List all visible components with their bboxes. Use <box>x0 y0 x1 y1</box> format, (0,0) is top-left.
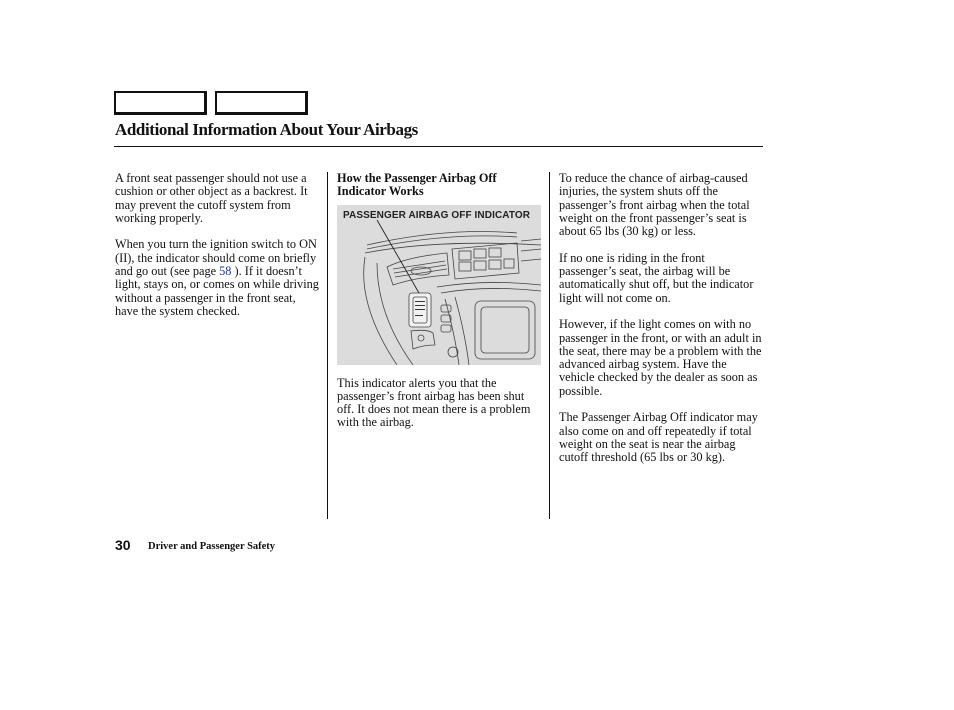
section-subheading: How the Passenger Airbag Off Indicator Works <box>337 171 497 199</box>
col1-paragraph-2 <box>115 238 321 318</box>
column-divider-2 <box>549 172 550 519</box>
col1-p2-text-b: ). If it doesn’t light, stays on, or comes on while driving without a passenger in the front seat, have the system checked. <box>115 264 319 318</box>
col1-p2-text-a: When you turn the ignition switch to ON (II), the indicator should come on briefly and go out (see page <box>115 237 317 279</box>
dashboard-drawing <box>337 205 541 365</box>
column-1 <box>115 172 321 332</box>
page-title: Additional Information About Your Airbags <box>115 120 418 139</box>
column-2 <box>337 172 543 443</box>
section-name: Driver and Passenger Safety <box>148 541 276 552</box>
header-tab-box-2 <box>215 91 308 115</box>
page-reference-link[interactable]: 58 <box>219 264 232 279</box>
figure-label: PASSENGER AIRBAG OFF INDICATOR <box>343 209 531 221</box>
header-tab-box-1 <box>114 91 207 115</box>
column-3 <box>559 172 765 478</box>
page-number: 30 <box>115 537 131 553</box>
col3-paragraph-1: To reduce the chance of airbag-caused injuries, the system shuts off the passenger’s front airbag when the total weight on the front passenger’s seat is about 65 lbs (30 kg) or less. <box>559 171 750 239</box>
airbag-indicator-illustration <box>337 205 541 365</box>
title-rule <box>114 146 763 147</box>
col3-paragraph-2: If no one is riding in the front passenger’s seat, the airbag will be automatically shut off, but the indicator light will not come on. <box>559 250 754 305</box>
col1-paragraph-1: A front seat passenger should not use a cushion or other object as a backrest. It may prevent the cutoff system from working properly. <box>115 171 308 225</box>
col3-paragraph-4: The Passenger Airbag Off indicator may also come on and off repeatedly if total weight on the seat is near the airbag cutoff threshold (65 lbs or 30 kg). <box>559 410 758 465</box>
column-divider-1 <box>327 172 328 519</box>
col2-paragraph-1: This indicator alerts you that the passenger’s front airbag has been shut off. It does not mean there is a problem with the airbag. <box>337 375 531 430</box>
col3-paragraph-3: However, if the light comes on with no passenger in the front, or with an adult in the seat, there may be a problem with the advanced airbag system. Have the vehicle checked by the dealer as soon as possible. <box>559 317 762 398</box>
